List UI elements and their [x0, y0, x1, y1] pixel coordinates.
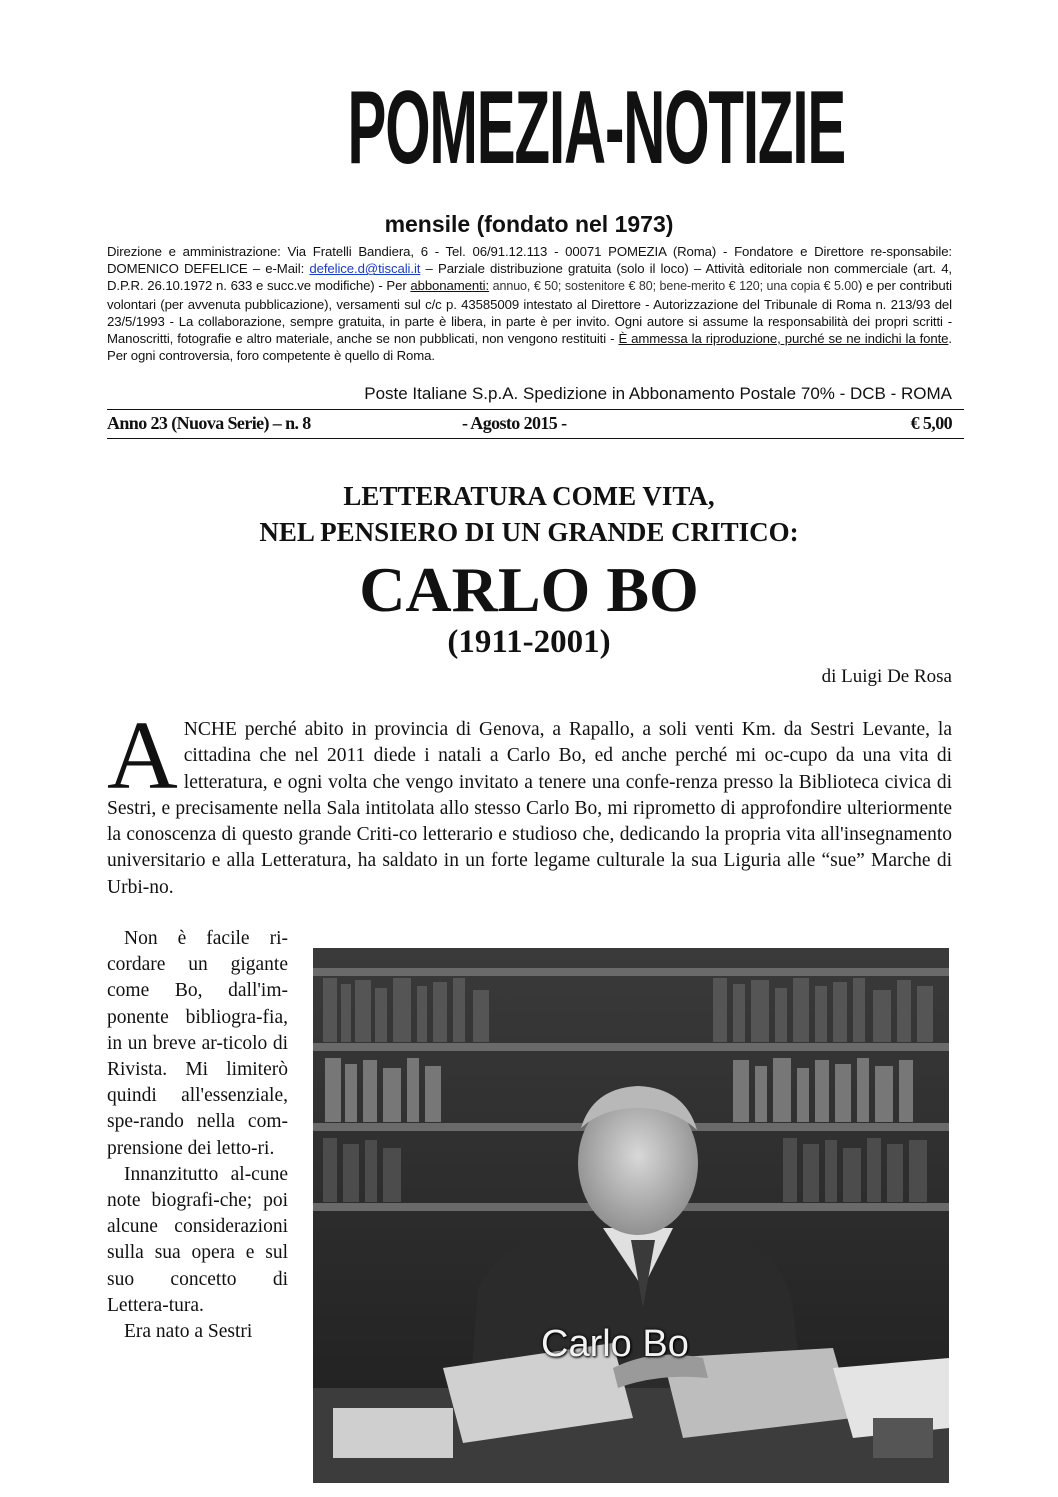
administration-notice [107, 243, 952, 364]
headline-line-1: LETTERATURA COME VITA, [343, 481, 715, 511]
admin-text-3: ) e per contributi volontari (per avvenuta pubblicazione), versamenti sul c/c p. 43585009 intestato al Direttore - Autorizzazione del Tribunale di Roma n. 213/93 del 23/5/1993 - La collaborazione, sempre gratuita, in parte è libera, in parte è per invito. Ogni autore si assume la responsabilità dei propri scritti - Manoscritti, fotografie e altro materiale, anche se non pubblicati, non vengono restituiti - [107, 278, 952, 347]
issue-date: - Agosto 2015 - [462, 413, 567, 433]
article-byline: di Luigi De Rosa [821, 666, 952, 687]
email-link[interactable]: defelice.d@tiscali.it [309, 261, 421, 277]
masthead-subtitle: mensile (fondato nel 1973) [384, 211, 674, 237]
article-column [107, 926, 288, 1345]
photo-illustration [313, 948, 949, 1483]
column-paragraph-1: Non è facile ri-cordare un gigante come Bo, dall'im-ponente bibliogra-fia, in un breve ar-ticolo di Rivista. Mi limiterò quindi all'essenziale, spe-rando nella com-prensione dei letto-ri. [107, 928, 288, 1159]
admin-text-1: Direzione e amministrazione: Via Fratelli Bandiera, 6 - Tel. 06/91.12.113 - 00071 POMEZIA (Roma) - Fondatore e Direttore re-sponsabile: DOMENICO DEFELICE – e-Mail: [107, 244, 952, 277]
issue-price: € 5,00 [910, 413, 952, 433]
article-lead-paragraph [107, 702, 952, 901]
admin-text-4: . Per ogni controversia, foro competente è quello di Roma. [107, 331, 952, 364]
admin-text-2: – Parziale distribuzione gratuita (solo il loco) – Attività editoriale non commerciale (art. 4, D.P.R. 26.10.1972 n. 633 e succ.ve modifiche) - Per [107, 261, 952, 294]
drop-cap: A [107, 702, 178, 810]
issue-number: Anno 23 (Nuova Serie) – n. 8 [107, 413, 311, 433]
issue-bar [107, 409, 964, 439]
column-paragraph-3: Era nato a Sestri [124, 1321, 253, 1343]
reproduction-notice: È ammessa la riproduzione, purché se ne indichi la fonte [618, 331, 949, 347]
masthead-title: POMEZIA-NOTIZIE [347, 70, 846, 186]
postal-notice: Poste Italiane S.p.A. Spedizione in Abbonamento Postale 70% - DCB - ROMA [364, 384, 952, 403]
lead-text: NCHE perché abito in provincia di Genova, a Rapallo, a soli venti Km. da Sestri Levante, la cittadina che nel 2011 diede i natali a Carlo Bo, ed anche perché mi oc-cupo da una vita di letteratura, e ogni volta che vengo invitato a tenere una confe-renza presso la Biblioteca civica di Sestri, e precisamente nella Sala intitolata allo stesso Carlo Bo, mi riprometto di approfondire ulteriormente la conoscenza di questo grande Criti-co letterario e studioso che, dedicando la propria vita all'insegnamento universitario e alla Letteratura, ha saldato in un forte legame culturale la sua Liguria alle “sue” Marche di Urbi-no. [107, 719, 952, 898]
headline-line-2: NEL PENSIERO DI UN GRANDE CRITICO: [259, 517, 799, 547]
headline-name: CARLO BO [359, 554, 699, 625]
headline-years: (1911-2001) [447, 624, 611, 660]
portrait-photo [313, 948, 949, 1483]
photo-caption: Carlo Bo [541, 1323, 689, 1365]
column-paragraph-2: Innanzitutto al-cune note biografi-che; poi alcune considerazioni sulla sua opera e sul suo concetto di Lettera-tura. [107, 1163, 288, 1316]
subscription-prices: annuo, € 50; sostenitore € 80; bene-merito € 120; una copia € 5.00 [489, 279, 858, 294]
abbonamenti-label: abbonamenti: [410, 278, 490, 294]
